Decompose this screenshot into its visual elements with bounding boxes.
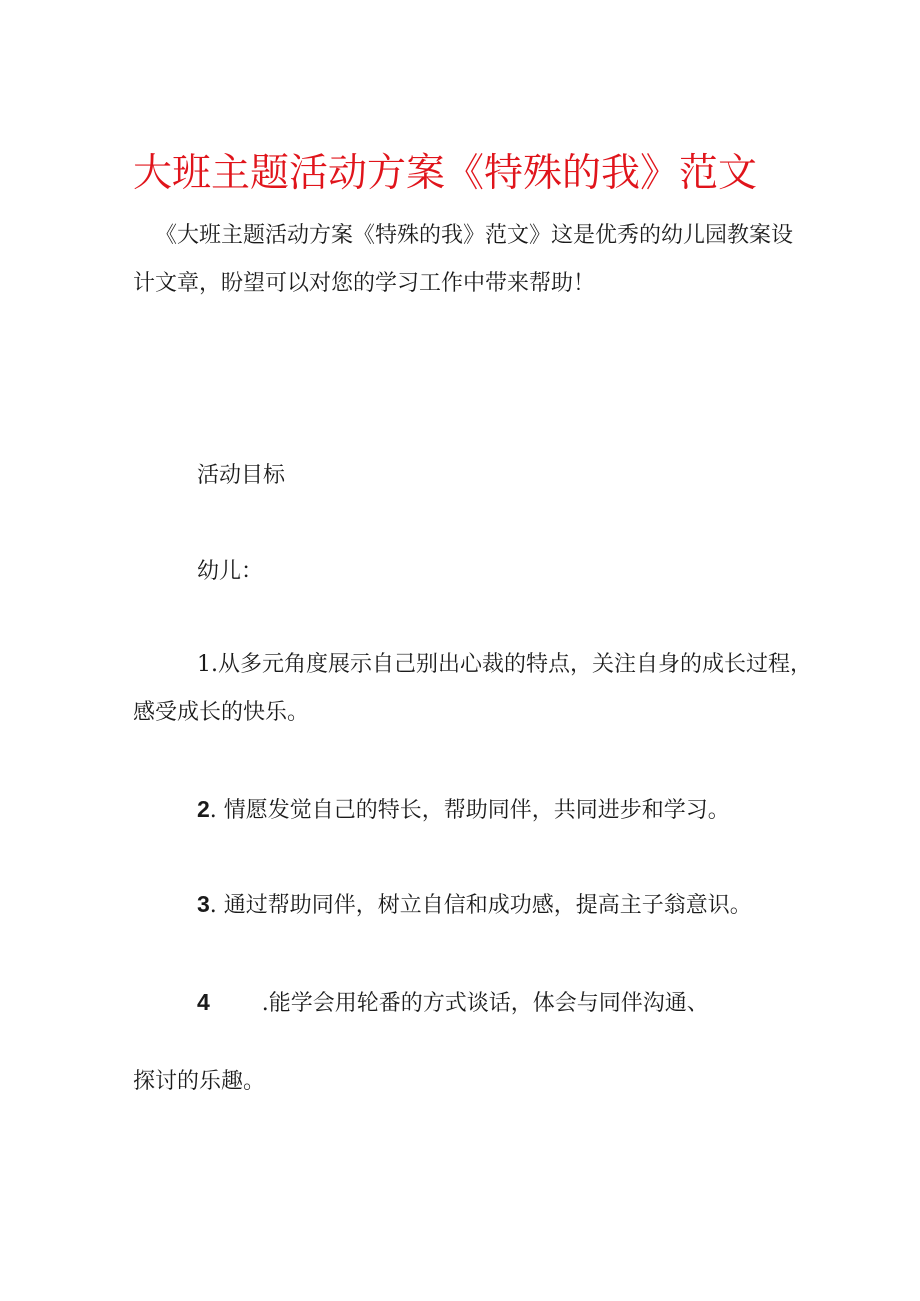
goal-item-4-number: 4 bbox=[197, 989, 210, 1015]
subject-label: 幼儿： bbox=[197, 559, 264, 584]
goal-item-4 bbox=[133, 978, 877, 1028]
intro-paragraph: 《大班主题活动方案《特殊的我》范文》这是优秀的幼儿园教案设计文章，盼望可以对您的学习工作中带来帮助！ bbox=[133, 223, 794, 296]
goal-item-2 bbox=[133, 785, 877, 835]
goal-item-4-continuation: 探讨的乐趣。 bbox=[133, 1069, 266, 1094]
section-heading: 活动目标 bbox=[197, 463, 286, 488]
document-title: 大班主题活动方案《特殊的我》范文 bbox=[133, 151, 758, 196]
goal-item-3 bbox=[133, 880, 877, 930]
goal-item-1-number: 1. bbox=[197, 652, 218, 677]
goal-item-1-text: 从多元角度展示自己别出心裁的特点，关注自身的成长过程，感受成长的快乐。 bbox=[133, 652, 813, 725]
goal-item-1 bbox=[133, 641, 813, 737]
goal-item-3-number: 3 bbox=[197, 891, 210, 917]
goal-item-4-text: .能学会用轮番的方式谈话，体会与同伴沟通、 bbox=[261, 991, 709, 1016]
goal-item-2-text: . 情愿发觉自己的特长，帮助同伴，共同进步和学习。 bbox=[209, 798, 730, 823]
goal-item-2-number: 2 bbox=[197, 796, 210, 822]
goal-item-3-text: . 通过帮助同伴，树立自信和成功感，提高主子翁意识。 bbox=[209, 893, 752, 918]
